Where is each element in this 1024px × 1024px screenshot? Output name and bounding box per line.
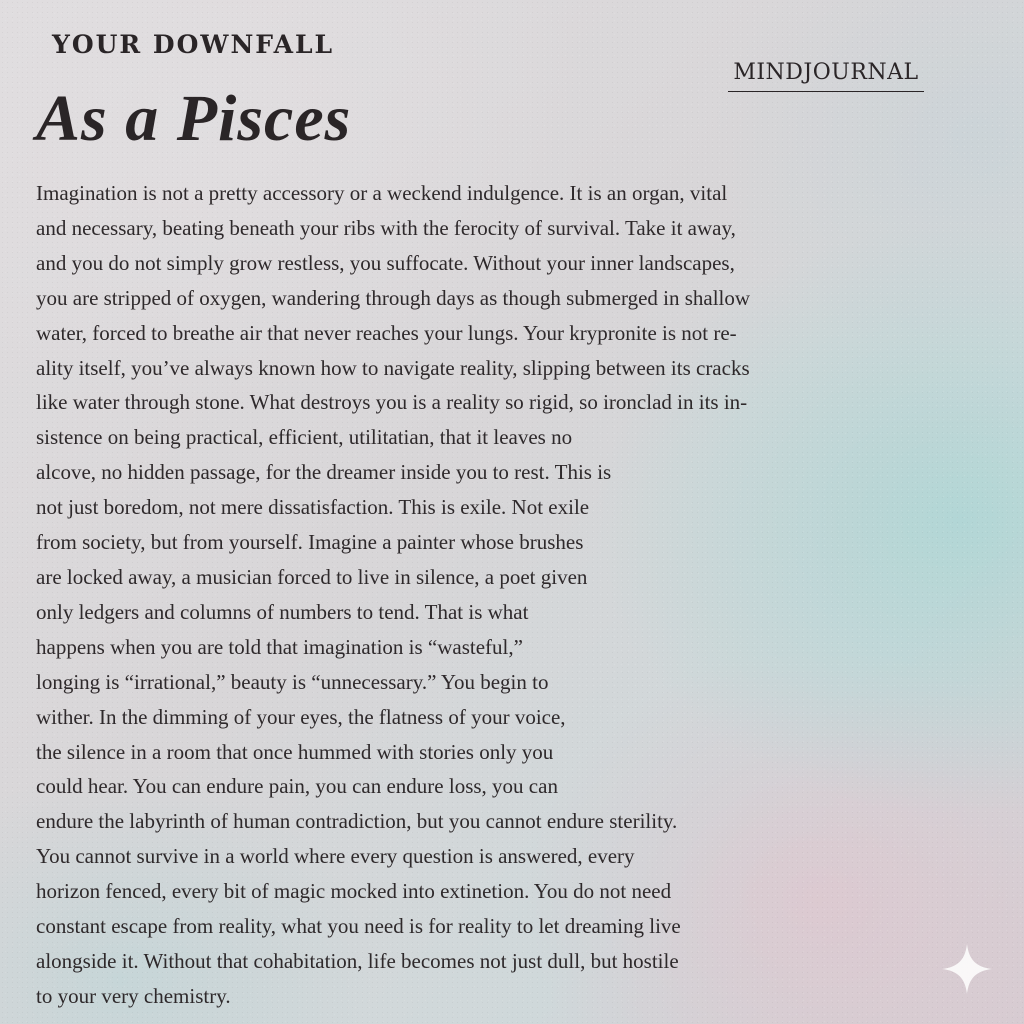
headline: As a Pisces	[36, 82, 352, 155]
body-line: water, forced to breathe air that never reaches your lungs. Your krypronite is not re-	[36, 320, 737, 345]
body-line: ality itself, you’ve always known how to navigate reality, slipping between its cracks	[36, 355, 750, 380]
body-line: and necessary, beating beneath your ribs with the ferocity of survival. Take it away,	[36, 215, 736, 240]
body-line: could hear. You can endure pain, you can endure loss, you can	[36, 774, 558, 799]
body-line: alongside it. Without that cohabitation, life becomes not just dull, but hostile	[36, 948, 679, 973]
body-line: constant escape from reality, what you need is for reality to let dreaming live	[36, 914, 681, 939]
body-line: only ledgers and columns of numbers to tend. That is what	[36, 599, 529, 624]
body-line: like water through stone. What destroys you is a reality so rigid, so ironclad in its in-	[36, 390, 748, 415]
body-line: wither. In the dimming of your eyes, the flatness of your voice,	[36, 704, 566, 729]
body-line: happens when you are told that imagination is “wasteful,”	[36, 634, 523, 659]
body-line: longing is “irrational,” beauty is “unnecessary.” You begin to	[36, 669, 549, 694]
body-line: to your very chemistry.	[36, 983, 231, 1008]
body-line: you are stripped of oxygen, wandering through days as though submerged in shallow	[36, 285, 751, 310]
body-line: not just boredom, not mere dissatisfaction. This is exile. Not exile	[36, 495, 590, 520]
body-line: alcove, no hidden passage, for the dreamer inside you to rest. This is	[36, 460, 612, 485]
body-line: from society, but from yourself. Imagine a painter whose brushes	[36, 530, 584, 555]
body-line: are locked away, a musician forced to live in silence, a poet given	[36, 564, 588, 589]
sparkle-icon	[940, 942, 994, 996]
body-line: horizon fenced, every bit of magic mocked into extinetion. You do not need	[36, 879, 672, 904]
body-line: You cannot survive in a world where every question is answered, every	[36, 844, 635, 869]
body-line: endure the labyrinth of human contradiction, but you cannot endure sterility.	[36, 809, 678, 834]
body-line: sistence on being practical, efficient, utilitatian, that it leaves no	[36, 425, 573, 450]
brand-logo: MINDJOURNAL	[728, 60, 924, 92]
body-line: Imagination is not a pretty accessory or a weckend indulgence. It is an organ, vital	[36, 181, 728, 205]
body-line: the silence in a room that once hummed with stories only you	[36, 739, 554, 764]
kicker-title: YOUR DOWNFALL	[52, 30, 335, 59]
body-paragraph	[36, 176, 936, 1014]
body-line: and you do not simply grow restless, you suffocate. Without your inner landscapes,	[36, 250, 735, 275]
